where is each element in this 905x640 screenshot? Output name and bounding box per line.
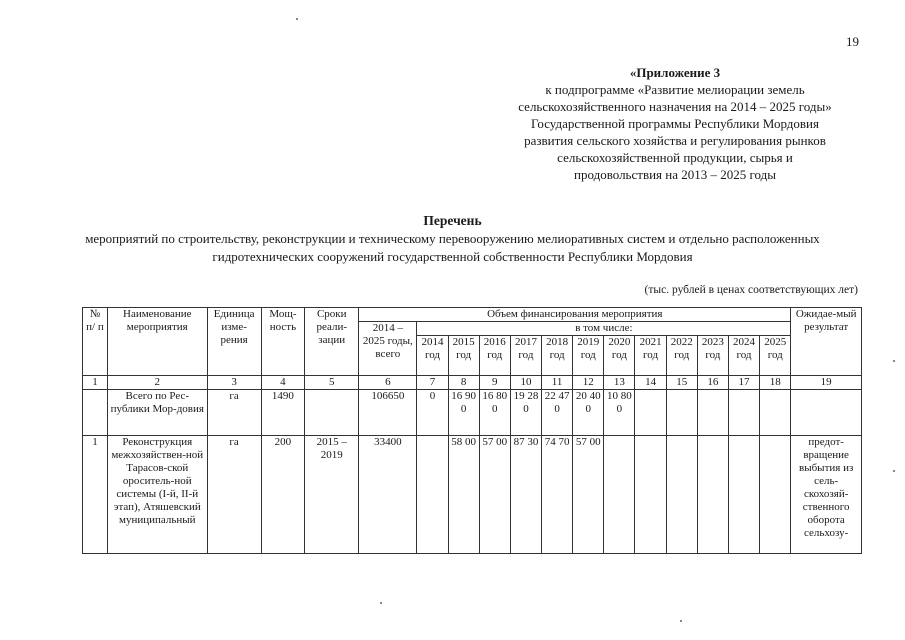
row-year-value xyxy=(760,436,791,554)
header-year: 2024 год xyxy=(728,336,759,376)
column-number: 2 xyxy=(107,376,207,390)
header-result: Ожидае-мый результат xyxy=(791,308,862,376)
row-year-value: 16 90 0 xyxy=(448,390,479,436)
header-name: Наименование мероприятия xyxy=(107,308,207,376)
column-number: 8 xyxy=(448,376,479,390)
column-number: 13 xyxy=(604,376,635,390)
row-year-value xyxy=(666,390,697,436)
document-subtitle: мероприятий по строительству, реконструкции и техническому перевооружению мелиоративных систем и отдельно расположенных гидротехнических сооружений государственной собственности Республики Мордовия xyxy=(85,231,820,264)
header-unit: Единица изме-рения xyxy=(207,308,261,376)
row-terms: 2015 – 2019 xyxy=(305,436,359,554)
row-result xyxy=(791,390,862,436)
appendix-line: продовольствия на 2013 – 2025 годы xyxy=(574,167,776,182)
row-year-value: 0 xyxy=(417,390,448,436)
column-number: 7 xyxy=(417,376,448,390)
column-number: 4 xyxy=(261,376,305,390)
column-number: 17 xyxy=(728,376,759,390)
row-result: предот-вращение выбытия из сель-скохозяй-ственного оборота сельхозу- xyxy=(791,436,862,554)
appendix-line: Государственной программы Республики Мордовия xyxy=(531,116,819,131)
unit-note: (тыс. рублей в ценах соответствующих лет) xyxy=(644,284,858,296)
row-terms xyxy=(305,390,359,436)
row-year-value xyxy=(760,390,791,436)
scan-speck xyxy=(380,602,382,604)
row-year-value: 87 30 xyxy=(510,436,541,554)
column-number: 9 xyxy=(479,376,510,390)
row-no xyxy=(83,390,108,436)
column-number: 18 xyxy=(760,376,791,390)
column-number: 12 xyxy=(573,376,604,390)
column-number: 5 xyxy=(305,376,359,390)
header-including: в том числе: xyxy=(417,322,791,336)
row-year-value xyxy=(635,436,666,554)
row-year-value: 22 47 0 xyxy=(542,390,573,436)
column-number: 11 xyxy=(542,376,573,390)
row-year-value xyxy=(697,436,728,554)
column-number: 1 xyxy=(83,376,108,390)
row-year-value: 58 00 xyxy=(448,436,479,554)
row-year-value xyxy=(728,436,759,554)
header-year: 2019 год xyxy=(573,336,604,376)
page-number: 19 xyxy=(846,34,859,49)
appendix-line: сельскохозяйственной продукции, сырья и xyxy=(557,150,793,165)
row-name: Реконструкция межхозяйствен-ной Тарасов-ской ороситель-ной системы (I-й, II-й этап), Атяшевский муниципальный xyxy=(107,436,207,554)
header-funding: Объем финансирования мероприятия xyxy=(359,308,791,322)
column-number: 3 xyxy=(207,376,261,390)
row-year-value xyxy=(417,436,448,554)
column-number-row xyxy=(83,376,862,390)
column-number: 19 xyxy=(791,376,862,390)
scan-speck xyxy=(893,360,895,362)
row-year-value xyxy=(697,390,728,436)
header-year: 2015 год xyxy=(448,336,479,376)
column-number: 15 xyxy=(666,376,697,390)
row-year-value: 74 70 xyxy=(542,436,573,554)
row-year-value: 16 80 0 xyxy=(479,390,510,436)
header-year: 2014 год xyxy=(417,336,448,376)
table-row xyxy=(83,436,862,554)
header-year: 2023 год xyxy=(697,336,728,376)
appendix-line: сельскохозяйственного назначения на 2014 – 2025 годы» xyxy=(518,99,832,114)
measures-table xyxy=(82,307,862,554)
column-number: 6 xyxy=(359,376,417,390)
row-capacity: 200 xyxy=(261,436,305,554)
row-name: Всего по Рес-публики Мор-довия xyxy=(107,390,207,436)
header-capacity: Мощ-ность xyxy=(261,308,305,376)
header-year: 2025 год xyxy=(760,336,791,376)
column-number: 14 xyxy=(635,376,666,390)
row-year-value: 57 00 xyxy=(479,436,510,554)
appendix-header xyxy=(470,64,880,183)
row-total: 33400 xyxy=(359,436,417,554)
row-unit: га xyxy=(207,436,261,554)
row-year-value: 10 80 0 xyxy=(604,390,635,436)
table-row xyxy=(83,390,862,436)
header-no: № п/ п xyxy=(83,308,108,376)
row-year-value xyxy=(728,390,759,436)
header-year: 2016 год xyxy=(479,336,510,376)
document-title: Перечень xyxy=(423,213,482,228)
row-year-value: 19 28 0 xyxy=(510,390,541,436)
appendix-title: «Приложение 3 xyxy=(629,65,721,80)
row-year-value xyxy=(604,436,635,554)
row-capacity: 1490 xyxy=(261,390,305,436)
header-year: 2021 год xyxy=(635,336,666,376)
row-year-value: 20 40 0 xyxy=(573,390,604,436)
column-number: 16 xyxy=(697,376,728,390)
header-year: 2017 год xyxy=(510,336,541,376)
row-year-value xyxy=(666,436,697,554)
appendix-line: развития сельского хозяйства и регулирования рынков xyxy=(524,133,826,148)
row-no: 1 xyxy=(83,436,108,554)
header-total: 2014 – 2025 годы, всего xyxy=(359,322,417,376)
scan-speck xyxy=(296,18,298,20)
header-year: 2018 год xyxy=(542,336,573,376)
header-year: 2020 год xyxy=(604,336,635,376)
header-year: 2022 год xyxy=(666,336,697,376)
header-terms: Сроки реали-зации xyxy=(305,308,359,376)
scan-speck xyxy=(680,620,682,622)
row-unit: га xyxy=(207,390,261,436)
row-year-value xyxy=(635,390,666,436)
row-total: 106650 xyxy=(359,390,417,436)
appendix-line: к подпрограмме «Развитие мелиорации земель xyxy=(545,82,805,97)
scan-speck xyxy=(893,470,895,472)
row-year-value: 57 00 xyxy=(573,436,604,554)
column-number: 10 xyxy=(510,376,541,390)
